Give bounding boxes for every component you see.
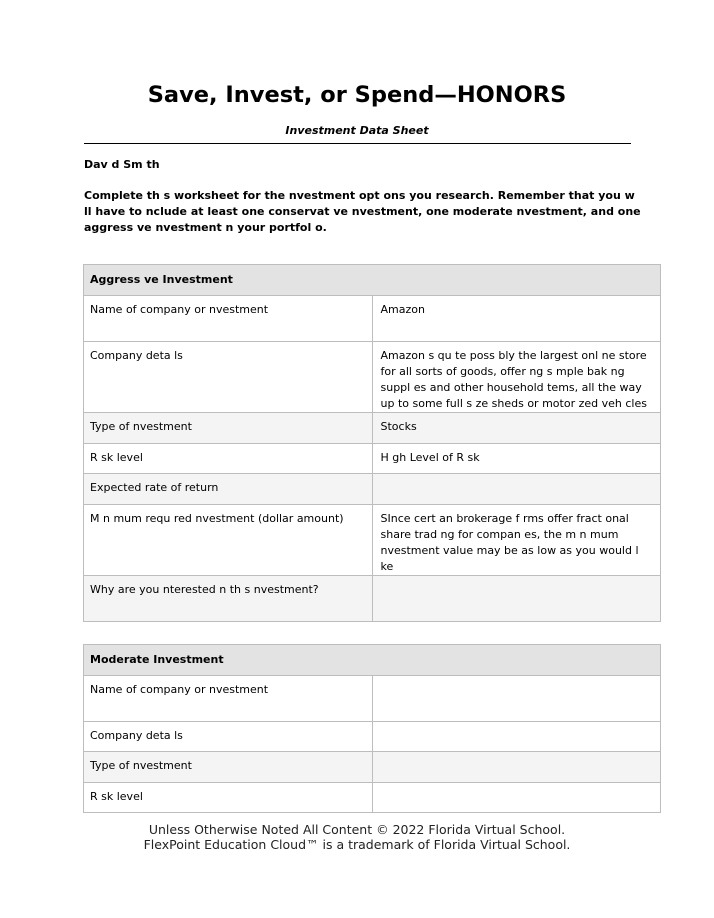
table-row (84, 783, 661, 813)
row-value[interactable]: Amazon s qu te poss bly the largest onl ne store for all sorts of goods, offer ng s mple bak ng suppl es and other household tems, all the way up to some full s ze sheds or motor zed veh cles (372, 342, 661, 413)
table-row (84, 722, 661, 752)
footer-line: Unless Otherwise Noted All Content © 2022 Florida Virtual School. (148, 822, 566, 837)
table-row (84, 444, 661, 474)
moderate-investment-table (83, 644, 661, 813)
row-value[interactable] (372, 576, 661, 622)
row-value[interactable] (372, 752, 661, 783)
student-name: Dav d Sm th (84, 158, 160, 171)
row-label: Type of nvestment (84, 752, 373, 783)
page-title: Save, Invest, or Spend—HONORS (147, 82, 567, 108)
row-label: Name of company or nvestment (84, 296, 373, 342)
row-label: Type of nvestment (84, 413, 373, 444)
aggressive-investment-heading: Aggress ve Investment (84, 265, 661, 296)
title-divider (84, 143, 631, 144)
instructions-text: Complete th s worksheet for the nvestment opt ons you research. Remember that you w ll have to nclude at least one conservat ve nvestment, one moderate nvestment, and one aggress ve nvestment n your portfol o. (84, 189, 641, 234)
table-row (84, 474, 661, 505)
row-label: Company deta ls (84, 722, 373, 752)
table-row (84, 296, 661, 342)
row-value[interactable]: SInce cert an brokerage f rms offer fract onal share trad ng for compan es, the m n mum nvestment value may be as low as you would l ke (372, 505, 661, 576)
row-label: R sk level (84, 783, 373, 813)
row-label: Company deta ls (84, 342, 373, 413)
table-row (84, 342, 661, 413)
table-row (84, 752, 661, 783)
row-value[interactable]: Stocks (372, 413, 661, 444)
footer-line: FlexPoint Education Cloud™ is a trademark of Florida Virtual School. (143, 837, 571, 852)
row-label: Expected rate of return (84, 474, 373, 505)
moderate-investment-heading: Moderate Investment (84, 645, 661, 676)
copyright-footer (0, 822, 714, 852)
table-row (84, 676, 661, 722)
table-row (84, 413, 661, 444)
row-value[interactable] (372, 783, 661, 813)
row-value[interactable]: Amazon (372, 296, 661, 342)
table-row (84, 505, 661, 576)
row-value[interactable] (372, 722, 661, 752)
row-label: M n mum requ red nvestment (dollar amount) (84, 505, 373, 576)
row-value[interactable] (372, 474, 661, 505)
row-value[interactable]: H gh Level of R sk (372, 444, 661, 474)
row-label: Why are you nterested n th s nvestment? (84, 576, 373, 622)
row-label: R sk level (84, 444, 373, 474)
row-label: Name of company or nvestment (84, 676, 373, 722)
row-value[interactable] (372, 676, 661, 722)
table-row (84, 576, 661, 622)
aggressive-investment-table (83, 264, 661, 622)
page-subtitle: Investment Data Sheet (285, 124, 429, 137)
